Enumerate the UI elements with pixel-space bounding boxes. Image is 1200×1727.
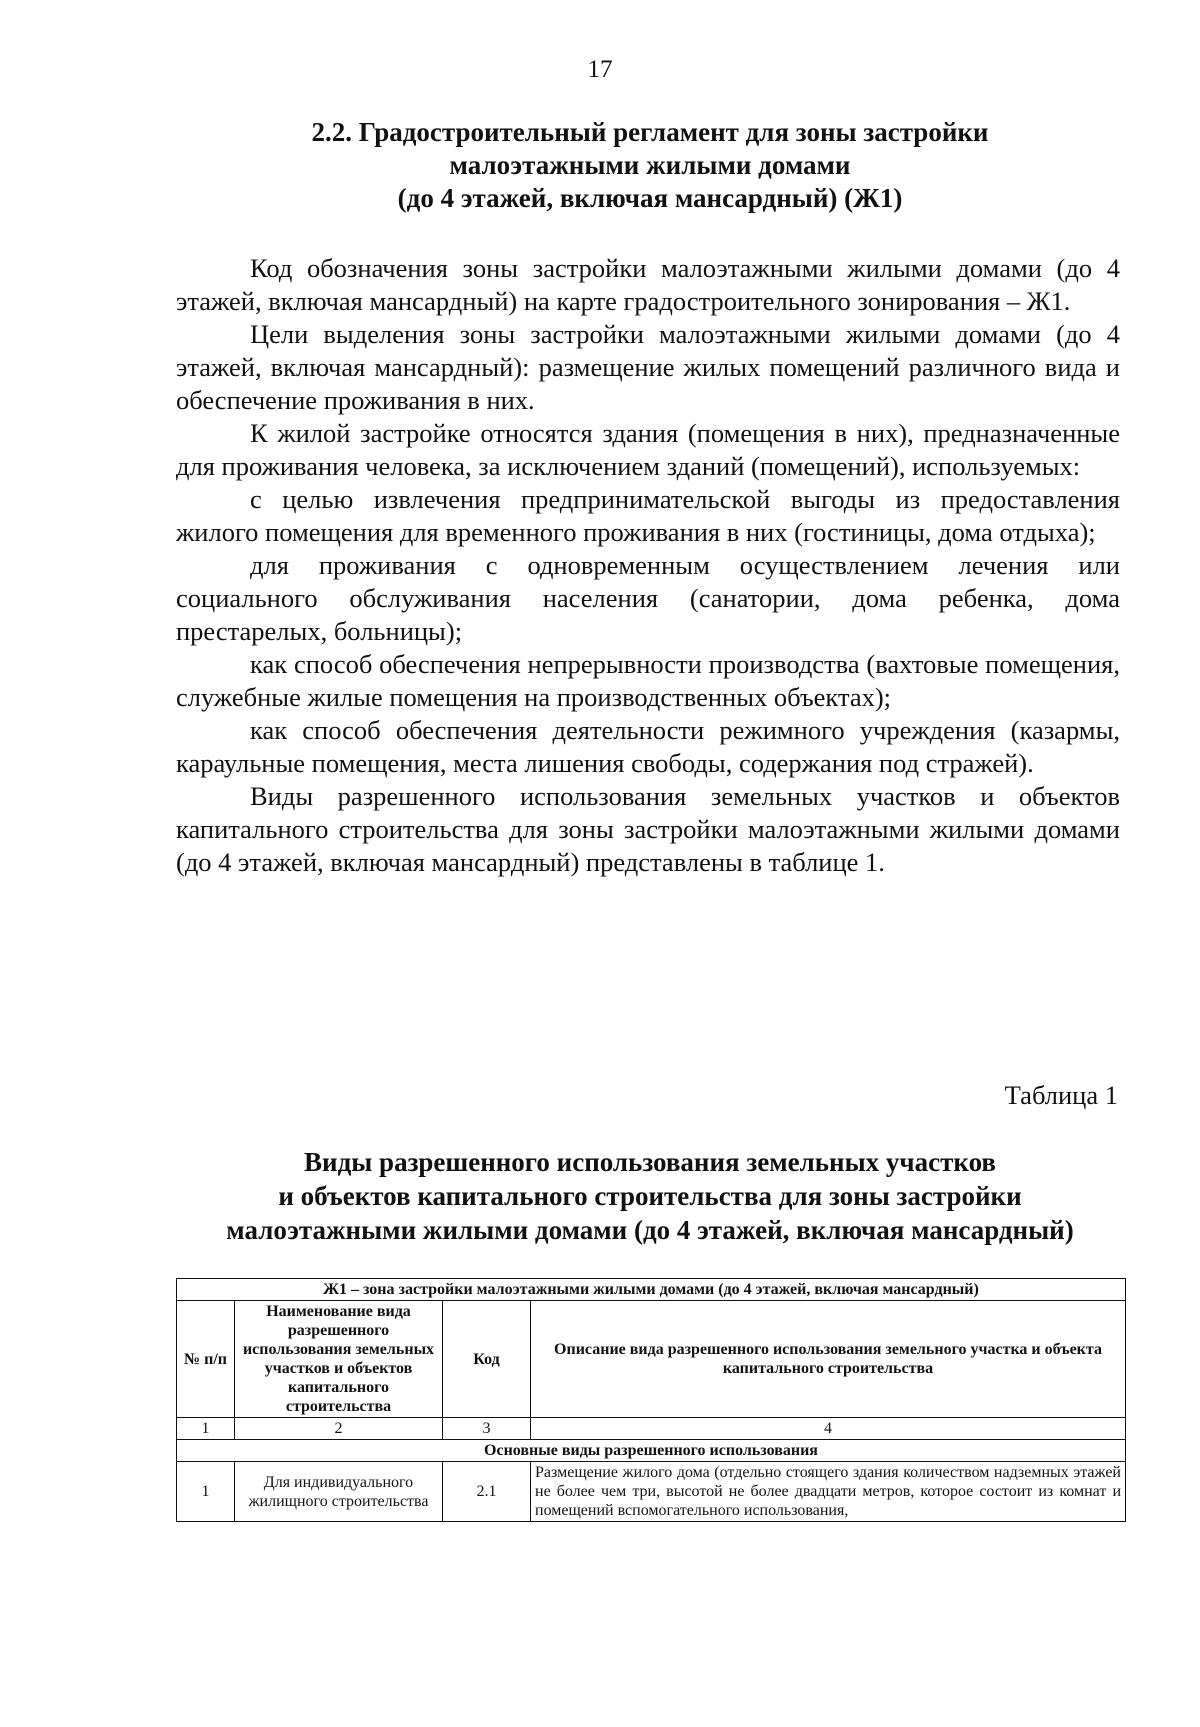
- column-number: 3: [443, 1418, 531, 1440]
- section-heading-line-1: 2.2. Градостроительный регламент для зоны застройки: [311, 117, 989, 147]
- row-number: 1: [177, 1462, 235, 1522]
- column-header-code: Код: [443, 1301, 531, 1418]
- paragraph: для проживания с одновременным осуществлением лечения или социального обслуживания населения (санатории, дома ребенка, дома престарелых, больницы);: [176, 550, 1120, 646]
- column-number: 4: [531, 1418, 1126, 1440]
- table-title-line-3: малоэтажными жилыми домами (до 4 этажей, включая мансардный): [226, 1215, 1074, 1245]
- column-header-number: № п/п: [177, 1301, 235, 1418]
- section-heading-line-3: (до 4 этажей, включая мансардный) (Ж1): [397, 183, 903, 213]
- table-row: [177, 1462, 1126, 1522]
- table-title-line-1: Виды разрешенного использования земельных участков: [304, 1147, 996, 1177]
- section-heading: [170, 116, 1130, 215]
- paragraph: как способ обеспечения деятельности режимного учреждения (казармы, караульные помещения, места лишения свободы, содержания под стражей).: [176, 715, 1120, 778]
- page-number: 17: [587, 56, 613, 83]
- paragraph: Код обозначения зоны застройки малоэтажными жилыми домами (до 4 этажей, включая мансардный) на карте градостроительного зонирования – Ж1.: [176, 253, 1120, 316]
- paragraph: как способ обеспечения непрерывности производства (вахтовые помещения, служебные жилые помещения на производственных объектах);: [176, 649, 1120, 712]
- table-title-line-2: и объектов капитального строительства для зоны застройки: [278, 1181, 1022, 1211]
- paragraph: Виды разрешенного использования земельных участков и объектов капитального строительства для зоны застройки малоэтажными жилыми домами (до 4 этажей, включая мансардный) представлены в таблице 1.: [176, 781, 1120, 877]
- column-number: 1: [177, 1418, 235, 1440]
- section-heading-line-2: малоэтажными жилыми домами: [449, 150, 851, 180]
- zone-header: Ж1 – зона застройки малоэтажными жилыми домами (до 4 этажей, включая мансардный): [177, 1279, 1126, 1301]
- table-caption: Таблица 1: [1004, 1080, 1118, 1110]
- row-use-name: Для индивидуального жилищного строительства: [235, 1462, 443, 1522]
- row-description: Размещение жилого дома (отдельно стоящего здания количеством надземных этажей не более чем три, высотой не более двадцати метров, которое состоит из комнат и помещений вспомогательного использования,: [531, 1462, 1126, 1522]
- row-code: 2.1: [443, 1462, 531, 1522]
- table-title: [130, 1145, 1170, 1247]
- column-header-description: Описание вида разрешенного использования земельного участка и объекта капитального строительства: [531, 1301, 1126, 1418]
- paragraph: Цели выделения зоны застройки малоэтажными жилыми домами (до 4 этажей, включая мансардный): размещение жилых помещений различного вида и обеспечение проживания в них.: [176, 319, 1120, 415]
- paragraph: К жилой застройке относятся здания (помещения в них), предназначенные для проживания человека, за исключением зданий (помещений), используемых:: [176, 418, 1120, 481]
- column-number: 2: [235, 1418, 443, 1440]
- paragraph: с целью извлечения предпринимательской выгоды из предоставления жилого помещения для временного проживания в них (гостиницы, дома отдыха);: [176, 484, 1120, 547]
- land-use-table: [176, 1278, 1126, 1522]
- body-text: [176, 252, 1120, 879]
- column-header-name: Наименование вида разрешенного использования земельных участков и объектов капитального строительства: [235, 1301, 443, 1418]
- section-title: Основные виды разрешенного использования: [177, 1440, 1126, 1462]
